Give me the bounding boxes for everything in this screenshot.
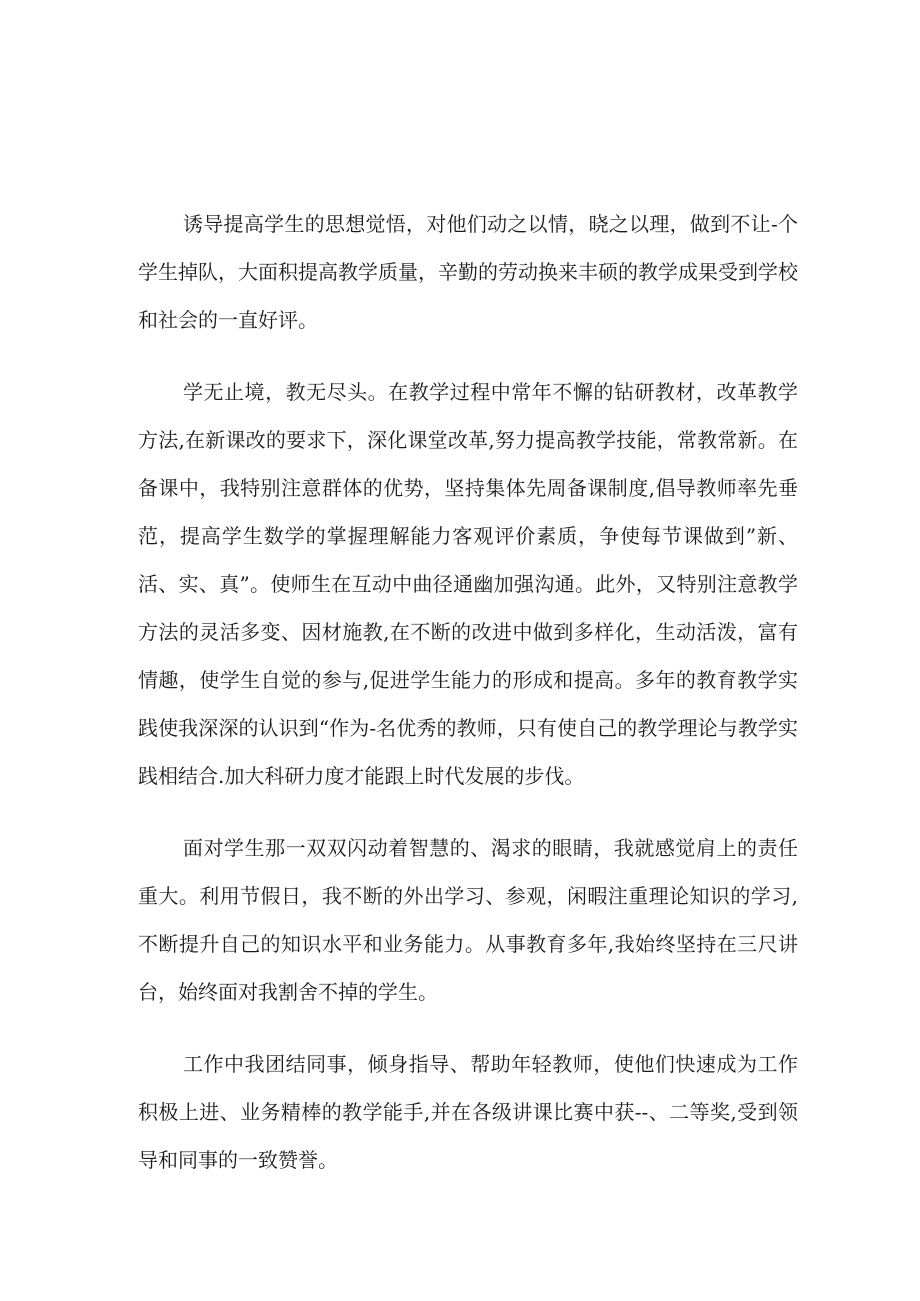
paragraph-2: 学无止境，教无尽头。在教学过程中常年不懈的钻研教材，改革教学方法,在新课改的要求下，深化课堂改革,努力提高教学技能，常教常新。在备课中，我特别注意群体的优势，坚持集体先周备课制度,倡导教师率先垂范，提高学生数学的掌握理解能力客观评价素质，争使每节课做到”新、活、实、真”。使师生在互动中曲径通幽加强沟通。此外，又特别注意教学方法的灵活多变、因材施教,在不断的改进中做到多样化，生动活泼，富有情趣，使学生自觉的参与,促进学生能力的形成和提高。多年的教育教学实践使我深深的认识到“作为-名优秀的教师，只有使自己的教学理论与教学实践相结合.加大科研力度才能跟上时代发展的步伐。 bbox=[138, 380, 798, 788]
paragraph-4: 工作中我团结同事，倾身指导、帮助年轻教师，使他们快速成为工作积极上进、业务精棒的教学能手,并在各级讲课比赛中获--、二等奖,受到领导和同事的一致赞誉。 bbox=[138, 1052, 798, 1172]
paragraph-1: 诱导提高学生的思想觉悟，对他们动之以情，晓之以理，做到不让-个学生掉队，大面积提高教学质量，辛勤的劳动换来丰硕的教学成果受到学校和社会的一直好评。 bbox=[138, 212, 798, 332]
paragraph-3: 面对学生那一双双闪动着智慧的、渴求的眼睛，我就感觉肩上的责任重大。利用节假日，我不断的外出学习、参观，闲暇注重理论知识的学习,不断提升自己的知识水平和业务能力。从事教育多年,我始终坚持在三尺讲台，始终面对我割舍不掉的学生。 bbox=[138, 836, 798, 1004]
document-body bbox=[138, 200, 798, 1208]
